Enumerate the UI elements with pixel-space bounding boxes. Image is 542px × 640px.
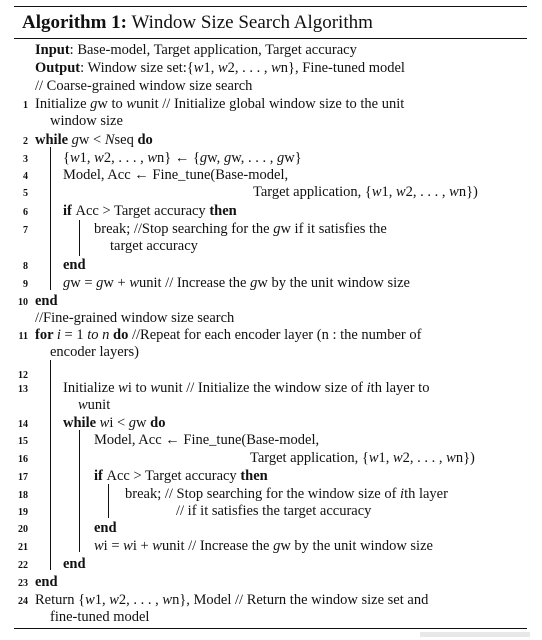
algorithm-line-l11b	[50, 344, 139, 361]
algorithm-title	[22, 12, 373, 34]
line-fragment: w	[136, 415, 151, 431]
line-number: 6	[23, 207, 28, 218]
line-fragment: g	[63, 275, 71, 291]
line-fragment: 2, . . . ,	[405, 184, 450, 200]
line-fragment: w	[449, 184, 459, 200]
line-number: 12	[18, 370, 28, 381]
algorithm-line-l5	[253, 184, 478, 201]
line-fragment: w	[368, 450, 379, 466]
algorithm-line-l4	[63, 167, 288, 184]
line-fragment: w	[271, 60, 281, 76]
line-fragment: for	[35, 327, 57, 343]
line-fragment: 1,	[378, 450, 393, 466]
title-rule	[14, 38, 527, 39]
line-fragment: // if it satisfies the target accuracy	[176, 503, 372, 519]
line-fragment: w}	[284, 150, 302, 166]
page-footer-scrap	[420, 632, 530, 637]
algorithm-line-l7b	[110, 238, 198, 255]
line-fragment: unit // Increase the	[138, 275, 251, 291]
for-block-bar	[50, 360, 51, 570]
line-fragment: g	[273, 538, 281, 554]
algorithm-line-l16	[250, 450, 475, 467]
algorithm-line-l10	[35, 293, 58, 310]
algorithm-line-l6	[63, 203, 237, 220]
line-fragment: Input	[35, 42, 70, 58]
line-fragment: //Fine-grained window size search	[35, 310, 235, 326]
line-fragment: w	[94, 538, 104, 554]
line-fragment: unit	[87, 397, 111, 413]
inner-while-bar	[79, 430, 80, 552]
line-fragment: w by the unit window size	[257, 275, 410, 291]
line-fragment: = 1	[60, 327, 88, 343]
line-fragment: Target application, {	[253, 184, 372, 200]
line-fragment: w,	[207, 150, 224, 166]
line-fragment: seq	[114, 132, 138, 148]
line-fragment: end	[35, 574, 58, 590]
line-fragment: 2, . . . ,	[103, 150, 148, 166]
line-fragment: while	[63, 415, 100, 431]
line-fragment: then	[209, 203, 237, 219]
line-fragment: th layer to	[370, 380, 430, 396]
algorithm-line-l23	[35, 574, 58, 591]
line-fragment: n}, Model // Return the window size set and	[172, 592, 429, 608]
line-fragment: w	[118, 380, 128, 396]
line-fragment: encoder layers)	[50, 344, 139, 360]
algorithm-line-l11	[35, 327, 421, 344]
line-fragment: g	[128, 415, 137, 431]
line-fragment: to n	[87, 327, 110, 343]
line-number: 8	[23, 261, 28, 272]
line-fragment: n})	[458, 184, 478, 200]
line-fragment: if	[63, 203, 76, 219]
line-fragment: do	[137, 132, 153, 148]
line-fragment: while	[35, 132, 72, 148]
line-fragment: Model, Acc ← Fine_tune(Base-model,	[94, 432, 320, 448]
line-number: 1	[23, 100, 28, 111]
algorithm-line-l24b	[50, 609, 149, 626]
line-fragment: g	[71, 132, 79, 148]
line-fragment: i	[400, 486, 405, 502]
line-fragment: // Coarse-grained window size search	[35, 78, 253, 94]
algorithm-line-l1	[35, 96, 404, 113]
line-fragment: w	[129, 275, 139, 291]
line-fragment: g	[223, 150, 232, 166]
line-fragment: window size	[50, 113, 123, 129]
line-number: 17	[18, 472, 28, 483]
line-fragment: N	[104, 132, 115, 148]
line-fragment: i =	[103, 538, 124, 554]
algorithm-label: Algorithm 1:	[22, 12, 128, 33]
line-fragment: i	[366, 380, 371, 396]
line-fragment: w	[371, 184, 382, 200]
line-fragment: i to	[127, 380, 151, 396]
algorithm-line-c0	[35, 78, 252, 95]
line-number: 23	[18, 578, 28, 589]
line-fragment: w by the unit window size	[280, 538, 433, 554]
line-fragment: end	[63, 556, 86, 572]
line-fragment: w <	[78, 132, 105, 148]
line-fragment: end	[63, 257, 86, 273]
line-fragment: g	[96, 275, 104, 291]
line-fragment: Initialize	[63, 380, 119, 396]
line-fragment: Model, Acc ← Fine_tune(Base-model,	[63, 167, 289, 183]
line-fragment: w	[126, 96, 137, 112]
line-fragment: w	[85, 592, 95, 608]
line-fragment: w	[152, 538, 162, 554]
algorithm-line-l7	[94, 221, 387, 238]
line-fragment: unit // Initialize global window size to the unit	[136, 96, 405, 112]
algorithm-name: Window Size Search Algorithm	[131, 12, 373, 33]
line-fragment: g	[273, 221, 281, 237]
algorithm-line-l13b	[78, 397, 110, 414]
line-fragment: g	[199, 150, 208, 166]
algorithm-line-output	[35, 60, 405, 77]
line-fragment: 1,	[94, 592, 110, 608]
line-fragment: w to	[97, 96, 127, 112]
inner-if-bar	[108, 484, 109, 518]
algorithm-line-l20	[94, 520, 117, 537]
line-fragment: w, . . . ,	[231, 150, 277, 166]
algorithm-line-l9	[63, 275, 410, 292]
line-number: 20	[18, 524, 28, 535]
line-fragment: w =	[70, 275, 97, 291]
algorithm-line-l14	[63, 415, 165, 432]
algorithm-line-l8	[63, 257, 86, 274]
line-number: 24	[18, 596, 28, 607]
line-number: 16	[18, 454, 28, 465]
line-number: 5	[23, 188, 28, 199]
line-fragment: w +	[103, 275, 130, 291]
line-fragment: w	[393, 450, 403, 466]
line-fragment: w	[109, 592, 119, 608]
line-fragment: //Repeat for each encoder layer (n : the number of	[131, 327, 422, 343]
algorithm-line-l1b	[50, 113, 123, 130]
line-fragment: do	[150, 415, 166, 431]
line-fragment: Initialize	[35, 96, 91, 112]
line-fragment: Acc > Target accuracy	[75, 203, 210, 219]
line-fragment: 2, . . . ,	[118, 592, 163, 608]
line-fragment: w	[78, 397, 88, 413]
line-fragment: {	[63, 150, 70, 166]
line-number: 14	[18, 419, 28, 430]
line-fragment: g	[276, 150, 285, 166]
line-fragment: end	[94, 520, 117, 536]
line-fragment: Output	[35, 60, 81, 76]
algorithm-line-l17	[94, 468, 268, 485]
line-number: 15	[18, 436, 28, 447]
algorithm-line-l22	[63, 556, 86, 573]
line-number: 11	[18, 331, 28, 342]
algorithm-line-l3	[63, 150, 302, 167]
line-number: 22	[18, 560, 28, 571]
line-number: 13	[18, 384, 28, 395]
line-fragment: fine-tuned model	[50, 609, 150, 625]
line-fragment: Acc > Target accuracy	[106, 468, 241, 484]
line-number: 2	[23, 136, 28, 147]
line-fragment: w	[99, 415, 110, 431]
line-fragment: n})	[455, 450, 475, 466]
line-fragment: w	[193, 60, 204, 76]
algorithm-line-l19	[176, 503, 371, 520]
line-number: 9	[23, 279, 28, 290]
line-fragment: w	[94, 150, 104, 166]
line-fragment: i <	[109, 415, 129, 431]
line-fragment: n} ← {	[156, 150, 200, 166]
line-number: 18	[18, 490, 28, 501]
line-fragment: n}, Fine-tuned model	[280, 60, 405, 76]
line-fragment: Target application, {	[250, 450, 369, 466]
line-fragment: 1,	[381, 184, 396, 200]
line-fragment: th layer	[404, 486, 448, 502]
line-fragment: w	[147, 150, 157, 166]
line-fragment: do	[109, 327, 132, 343]
line-fragment: 1,	[203, 60, 218, 76]
algorithm-line-l18	[125, 486, 448, 503]
bottom-rule	[14, 628, 527, 629]
line-number: 19	[18, 507, 28, 518]
if-block-bar	[79, 220, 80, 256]
line-number: 4	[23, 171, 28, 182]
line-fragment: g	[90, 96, 98, 112]
line-fragment: w	[69, 150, 80, 166]
line-fragment: unit // Initialize the window size of	[160, 380, 367, 396]
line-fragment: g	[250, 275, 258, 291]
line-fragment: w	[217, 60, 228, 76]
algorithm-line-input	[35, 42, 357, 59]
line-fragment: w	[446, 450, 456, 466]
line-fragment: 1,	[79, 150, 95, 166]
line-number: 7	[23, 225, 28, 236]
line-fragment: : Base-model, Target application, Target accuracy	[69, 42, 357, 58]
line-fragment: i +	[132, 538, 153, 554]
line-fragment: w if it satisfies the	[280, 221, 387, 237]
line-fragment: break; // Stop searching for the window size of	[125, 486, 401, 502]
algorithm-line-l2	[35, 132, 153, 149]
line-fragment: if	[94, 468, 107, 484]
line-fragment: i	[56, 327, 61, 343]
line-fragment: 2, . . . ,	[402, 450, 447, 466]
algorithm-line-l24	[35, 592, 428, 609]
line-fragment: break; //Stop searching for the	[94, 221, 274, 237]
line-fragment: then	[240, 468, 268, 484]
line-number: 21	[18, 542, 28, 553]
algorithm-line-l21	[94, 538, 433, 555]
line-fragment: end	[35, 293, 58, 309]
while-block-bar	[50, 147, 51, 290]
algorithm-line-c1	[35, 310, 234, 327]
line-fragment: target accuracy	[110, 238, 198, 254]
line-fragment: w	[396, 184, 406, 200]
line-fragment: w	[123, 538, 133, 554]
line-number: 3	[23, 154, 28, 165]
line-fragment: w	[150, 380, 161, 396]
line-fragment: : Window size set:{	[80, 60, 194, 76]
line-number: 10	[18, 297, 28, 308]
line-fragment: unit // Increase the	[161, 538, 274, 554]
algorithm-line-l13	[63, 380, 429, 397]
line-fragment: Return {	[35, 592, 86, 608]
line-fragment: w	[162, 592, 173, 608]
line-fragment: 2, . . . ,	[227, 60, 272, 76]
algorithm-line-l15	[94, 432, 319, 449]
